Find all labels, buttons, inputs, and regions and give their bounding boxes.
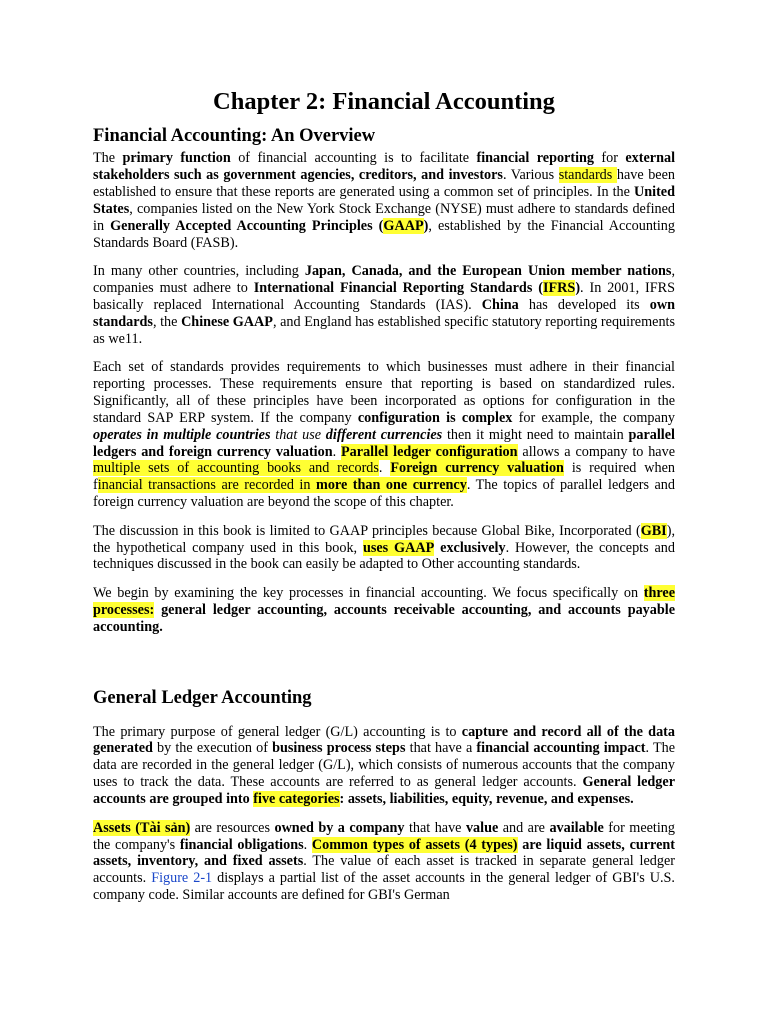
highlighted-text: Assets (Tài sản) <box>93 819 191 836</box>
text-run: external stakeholders such as government agencies, creditors, and investors <box>93 150 676 183</box>
text-run: operates in multiple countries <box>93 426 271 443</box>
highlighted-text: multiple sets of accounting books and records <box>93 460 379 477</box>
text-run: Chinese GAAP <box>181 313 273 330</box>
text-run: In many other countries, including <box>93 262 305 279</box>
text-run: ) <box>575 279 581 296</box>
highlighted-text: IFRS <box>542 279 576 296</box>
text-run: , companies listed on the New York Stock Exchange (NYSE) must adhere to standards defined in <box>93 200 675 234</box>
text-run: . The topics of parallel ledgers and foreign currency valuation are beyond the scope of this chapter. <box>93 477 675 511</box>
text-run: then it might need to maintain <box>442 426 629 443</box>
highlighted-text: Foreign currency valuation <box>390 460 564 477</box>
text-run: : assets, liabilities, equity, revenue, and expenses. <box>339 791 634 808</box>
text-run: primary function <box>122 150 231 166</box>
text-run: of financial accounting is to facilitate <box>230 150 477 166</box>
text-run: financial reporting <box>476 150 594 166</box>
text-run: and are <box>498 819 550 836</box>
text-run: The <box>93 150 123 166</box>
text-run: , and England has established specific statutory reporting requirements as we11. <box>93 313 675 347</box>
chapter-title: Chapter 2: Financial Accounting <box>213 88 555 115</box>
text-run: The primary purpose of general ledger (G/L) accounting is to <box>93 723 462 740</box>
text-run: for example, the company <box>512 409 676 426</box>
highlighted-text: inancial transactions are recorded in <box>97 477 316 494</box>
text-run: different currencies <box>325 426 443 443</box>
paragraph <box>93 150 675 251</box>
text-run: , companies must adhere to <box>93 262 675 296</box>
highlighted-text: Parallel ledger configuration <box>341 443 518 460</box>
text-run: . The value of each asset is tracked in separate general ledger accounts. <box>93 853 675 887</box>
text-run: financial accounting impact <box>476 740 646 757</box>
text-run: that have <box>404 819 466 836</box>
section-spacer <box>93 636 675 686</box>
text-run: , established by the Financial Accounting Standards Board (FASB). <box>93 217 675 251</box>
text-run: Each set of standards provides requirements to which businesses must adhere in their financial reporting processes. These requirements ensure that reporting is based on standardized rules. Significantly, all of these principles have been incorporated as options for configuration in the standard SAP ERP system. If the company <box>93 358 675 426</box>
paragraph <box>93 263 675 348</box>
text-run: ), the hypothetical company used in this book, <box>93 522 675 556</box>
text-run: , the <box>152 313 182 330</box>
highlighted-text: three processes: <box>93 584 675 618</box>
text-run: capture and record all of the data generated <box>93 723 675 757</box>
overview-section <box>93 124 675 636</box>
text-run: has developed its <box>518 296 650 313</box>
text-run: allows a company to have <box>517 443 675 460</box>
text-run: are resources <box>190 819 275 836</box>
highlighted-text: uses GAAP <box>362 539 435 556</box>
text-run: General ledger accounts are grouped into <box>93 774 675 808</box>
text-run: China <box>481 296 519 313</box>
text-run: parallel ledgers and foreign currency valuation <box>93 426 675 460</box>
text-run: International Financial Reporting Standards ( <box>253 279 543 296</box>
paragraph <box>93 820 675 905</box>
text-run: for meeting the company's <box>93 819 675 853</box>
text-run: that have a <box>405 740 477 757</box>
text-run: . In 2001, IFRS basically replaced International Accounting Standards (IAS). <box>93 279 676 313</box>
paragraph <box>93 585 675 636</box>
highlighted-text: GAAP <box>383 217 424 234</box>
text-run: have been established to ensure that these reports are generated using a common set of principles. In the <box>93 166 675 200</box>
text-run: We begin by examining the key processes in financial accounting. We focus specifically on <box>93 584 644 601</box>
paragraph <box>93 359 675 511</box>
text-run: value <box>465 819 499 836</box>
text-run: is required when f <box>93 460 675 494</box>
highlighted-text: more than one currency <box>316 477 467 494</box>
text-run: . <box>378 460 391 477</box>
text-run: are liquid assets, current assets, inventory, and fixed assets <box>93 836 676 870</box>
text-run: owned by a company <box>274 819 405 836</box>
text-run: own standards <box>93 296 675 330</box>
highlighted-text: five categories <box>253 791 340 808</box>
text-run: by the execution of <box>152 740 273 757</box>
highlighted-text: standards <box>558 166 617 183</box>
text-run: general ledger accounting, accounts receivable accounting, and accounts payable accounting. <box>93 601 675 635</box>
text-run: . <box>303 836 312 853</box>
text-run: Japan, Canada, and the European Union member nations <box>304 262 672 279</box>
highlighted-text: Common types of assets (4 types) <box>311 836 518 853</box>
text-run: available <box>549 819 604 836</box>
figure-link[interactable]: Figure 2-1 <box>151 870 213 887</box>
highlighted-text: GBI <box>640 522 667 539</box>
text-run: The discussion in this book is limited to GAAP principles because Global Bike, Incorporated ( <box>93 522 641 539</box>
text-run: United States <box>93 183 675 217</box>
overview-heading: Financial Accounting: An Overview <box>93 126 376 146</box>
general-ledger-section <box>93 686 675 905</box>
text-run: configuration is complex <box>357 409 513 426</box>
text-run: exclusively <box>440 539 506 556</box>
text-run: business process steps <box>272 740 406 757</box>
text-run: financial obligations <box>179 836 304 853</box>
document-page <box>93 86 675 904</box>
paragraph <box>93 724 675 809</box>
text-run: . However, the concepts and techniques discussed in the book can easily be adapted to Other accounting standards. <box>93 539 675 573</box>
text-run: that use <box>270 426 326 443</box>
text-run: ) <box>423 217 429 234</box>
paragraph <box>93 523 675 574</box>
text-run: displays a partial list of the asset accounts in the general ledger of GBI's U.S. company code. Similar accounts are defined for GBI's German <box>93 870 675 904</box>
text-run: . The data are recorded in the general ledger (G/L), which consists of numerous accounts that the company uses to track the data. These accounts are referred to as general ledger accounts. <box>93 740 676 791</box>
general-ledger-heading: General Ledger Accounting <box>93 687 312 708</box>
text-run: . Various <box>502 166 559 183</box>
text-run: Generally Accepted Accounting Principles ( <box>110 217 384 234</box>
text-run: . <box>332 443 342 460</box>
text-run: for <box>594 150 626 166</box>
